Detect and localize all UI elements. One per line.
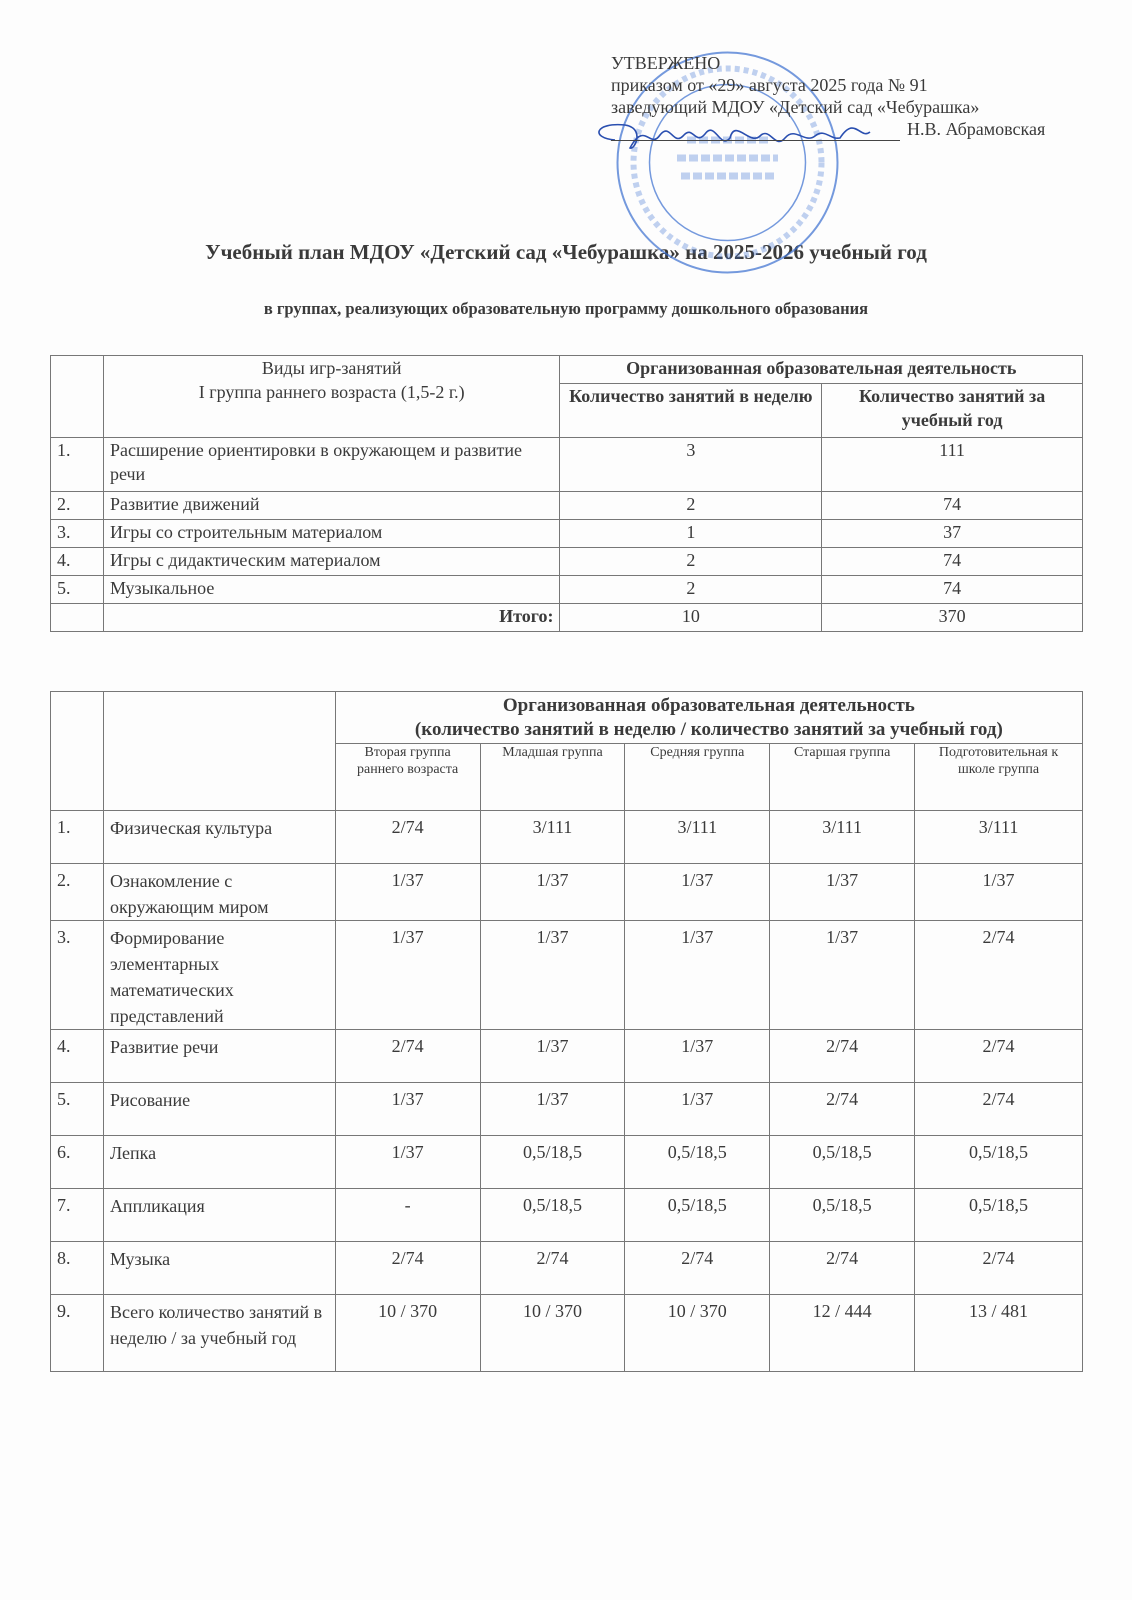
- week-count: 1: [560, 520, 822, 548]
- table-row: [51, 1136, 1083, 1189]
- load-value: 2/74: [915, 1030, 1083, 1083]
- subject-name: Физическая культура: [103, 811, 335, 864]
- load-value: 0,5/18,5: [625, 1136, 770, 1189]
- load-value: 1/37: [770, 864, 915, 921]
- subject-name: Ознакомление с окружающим миром: [103, 864, 335, 921]
- table-row: [51, 1242, 1083, 1295]
- load-value: 2/74: [915, 1242, 1083, 1295]
- table-row: [51, 864, 1083, 921]
- load-value: 1/37: [625, 864, 770, 921]
- load-value: 2/74: [770, 1242, 915, 1295]
- load-value: 1/37: [480, 1030, 625, 1083]
- activity-name: Игры с дидактическим материалом: [103, 548, 560, 576]
- row-number: 1.: [51, 438, 104, 492]
- row-number: 8.: [51, 1242, 104, 1295]
- load-value: 1/37: [625, 921, 770, 1030]
- load-value: 2/74: [335, 1242, 480, 1295]
- load-value: 10 / 370: [480, 1295, 625, 1372]
- load-value: 2/74: [335, 1030, 480, 1083]
- table-row: [51, 1083, 1083, 1136]
- load-value: 1/37: [770, 921, 915, 1030]
- load-value: 1/37: [335, 921, 480, 1030]
- group-header: Младшая группа: [480, 744, 625, 811]
- table-row: [51, 1189, 1083, 1242]
- header-ood: Организованная образовательная деятельность (количество занятий в неделю / количество занятий за учебный год): [335, 692, 1082, 744]
- row-number: 9.: [51, 1295, 104, 1372]
- load-value: 2/74: [335, 811, 480, 864]
- activity-name: Развитие движений: [103, 492, 560, 520]
- load-value: 3/111: [915, 811, 1083, 864]
- table-row: [51, 492, 1083, 520]
- load-value: 1/37: [625, 1030, 770, 1083]
- load-value: 0,5/18,5: [480, 1136, 625, 1189]
- load-value: 2/74: [915, 1083, 1083, 1136]
- year-count: 111: [822, 438, 1083, 492]
- row-number: 3.: [51, 921, 104, 1030]
- approval-order: приказом от «29» августа 2025 года № 91: [611, 75, 928, 95]
- load-value: 2/74: [770, 1083, 915, 1136]
- header-year: Количество занятий за учебный год: [822, 384, 1083, 438]
- table-row: [51, 520, 1083, 548]
- activity-name: Музыкальное: [103, 576, 560, 604]
- load-value: 13 / 481: [915, 1295, 1083, 1372]
- load-value: 3/111: [625, 811, 770, 864]
- year-count: 74: [822, 492, 1083, 520]
- table-row: [51, 548, 1083, 576]
- load-value: 0,5/18,5: [770, 1136, 915, 1189]
- document-subtitle: в группах, реализующих образовательную программу дошкольного образования: [263, 299, 869, 318]
- group-header: Средняя группа: [625, 744, 770, 811]
- load-value: 0,5/18,5: [625, 1189, 770, 1242]
- load-value: -: [335, 1189, 480, 1242]
- row-number: 6.: [51, 1136, 104, 1189]
- load-value: 1/37: [480, 1083, 625, 1136]
- load-value: 12 / 444: [770, 1295, 915, 1372]
- load-value: 10 / 370: [625, 1295, 770, 1372]
- load-value: 1/37: [625, 1083, 770, 1136]
- subject-name: Лепка: [103, 1136, 335, 1189]
- subject-name: Развитие речи: [103, 1030, 335, 1083]
- load-value: 1/37: [480, 864, 625, 921]
- load-value: 3/111: [480, 811, 625, 864]
- subject-name: Всего количество занятий в неделю / за учебный год: [103, 1295, 335, 1372]
- row-number: 4.: [51, 548, 104, 576]
- table-row: [51, 921, 1083, 1030]
- table-row: [51, 438, 1083, 492]
- week-count: 3: [560, 438, 822, 492]
- load-value: 2/74: [915, 921, 1083, 1030]
- load-value: 0,5/18,5: [480, 1189, 625, 1242]
- total-row: Итого: 10 370: [51, 604, 1083, 632]
- approval-position: заведующий МДОУ «Детский сад «Чебурашка»: [611, 97, 980, 117]
- load-value: 1/37: [480, 921, 625, 1030]
- subject-name: Аппликация: [103, 1189, 335, 1242]
- row-number: 7.: [51, 1189, 104, 1242]
- load-value: 10 / 370: [335, 1295, 480, 1372]
- approval-heading: УТВЕРЖЕНО: [611, 53, 721, 73]
- row-number: 4.: [51, 1030, 104, 1083]
- row-number: 5.: [51, 1083, 104, 1136]
- load-value: 2/74: [770, 1030, 915, 1083]
- table-row: [51, 811, 1083, 864]
- row-number: 5.: [51, 576, 104, 604]
- table-row: [51, 1030, 1083, 1083]
- load-value: 1/37: [335, 864, 480, 921]
- load-value: 3/111: [770, 811, 915, 864]
- load-value: 1/37: [915, 864, 1083, 921]
- row-number: 3.: [51, 520, 104, 548]
- table-row: [51, 1295, 1083, 1372]
- subject-name: Формирование элементарных математических представлений: [103, 921, 335, 1030]
- header-ood: Организованная образовательная деятельность: [560, 356, 1083, 384]
- early-age-plan-table: [50, 355, 1083, 632]
- load-value: 2/74: [480, 1242, 625, 1295]
- week-count: 2: [560, 576, 822, 604]
- signature-line: [611, 118, 900, 141]
- group-header: Подготовительная к школе группа: [915, 744, 1083, 811]
- row-number: 1.: [51, 811, 104, 864]
- subject-name: Музыка: [103, 1242, 335, 1295]
- group-header: Вторая группа раннего возраста: [335, 744, 480, 811]
- approval-block: [611, 52, 1046, 139]
- load-value: 1/37: [335, 1136, 480, 1189]
- row-number: 2.: [51, 492, 104, 520]
- document-title: Учебный план МДОУ «Детский сад «Чебурашка» на 2025-2026 учебный год: [205, 240, 927, 264]
- year-count: 74: [822, 576, 1083, 604]
- activity-name: Расширение ориентировки в окружающем и развитие речи: [103, 438, 560, 492]
- week-count: 2: [560, 492, 822, 520]
- groups-plan-table: [50, 691, 1083, 1372]
- header-kind: Виды игр-занятий I группа раннего возраста (1,5-2 г.): [103, 356, 560, 438]
- load-value: 1/37: [335, 1083, 480, 1136]
- year-count: 74: [822, 548, 1083, 576]
- year-count: 37: [822, 520, 1083, 548]
- group-header: Старшая группа: [770, 744, 915, 811]
- signer-name: Н.В. Абрамовская: [907, 119, 1046, 139]
- activity-name: Игры со строительным материалом: [103, 520, 560, 548]
- load-value: 0,5/18,5: [915, 1136, 1083, 1189]
- week-count: 2: [560, 548, 822, 576]
- subject-name: Рисование: [103, 1083, 335, 1136]
- load-value: 2/74: [625, 1242, 770, 1295]
- load-value: 0,5/18,5: [915, 1189, 1083, 1242]
- row-number: 2.: [51, 864, 104, 921]
- table-row: [51, 576, 1083, 604]
- load-value: 0,5/18,5: [770, 1189, 915, 1242]
- header-week: Количество занятий в неделю: [560, 384, 822, 438]
